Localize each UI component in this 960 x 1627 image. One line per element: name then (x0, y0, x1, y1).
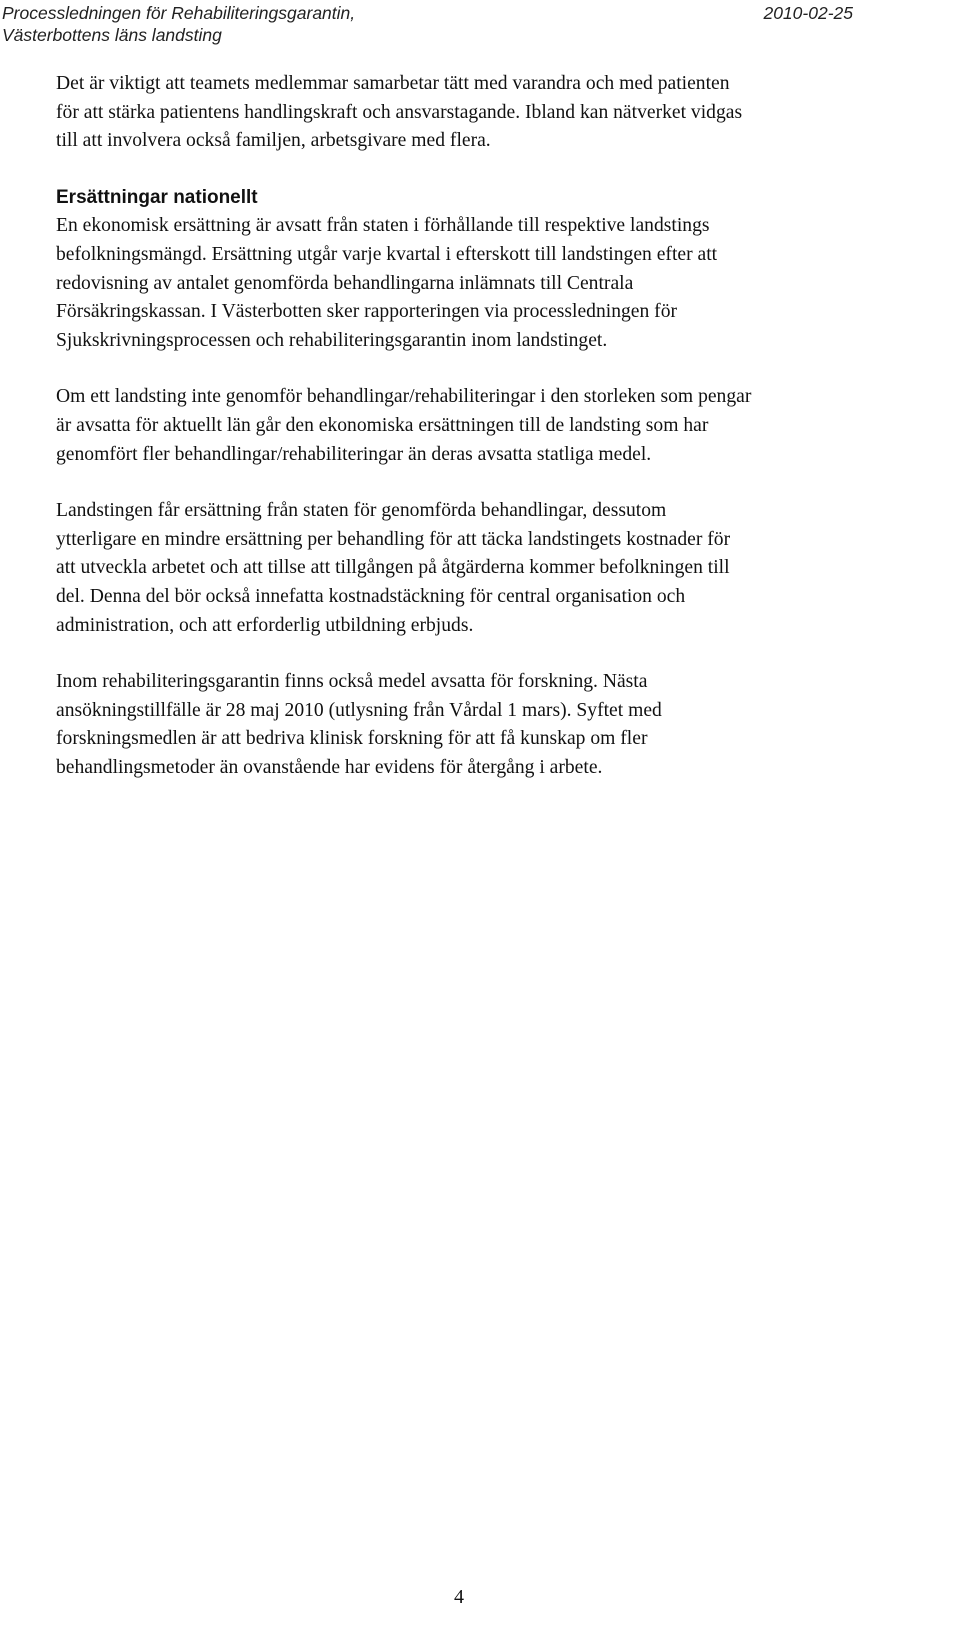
paragraph-county-funding (56, 497, 936, 640)
paragraph-teamwork (56, 70, 936, 156)
text-line: för att stärka patientens handlingskraft och ansvarstagande. Ibland kan nätverket vidgas (56, 101, 743, 123)
text-line: del. Denna del bör också innefatta kostnadstäckning för central organisation och (56, 585, 686, 607)
text-line: Landstingen får ersättning från staten för genomförda behandlingar, dessutom (56, 500, 667, 522)
paragraph-spacer (56, 355, 936, 383)
document-body (56, 70, 936, 782)
paragraph-spacer (56, 156, 936, 184)
text-line: administration, och att erforderlig utbildning erbjuds. (56, 614, 474, 636)
text-line: behandlingsmetoder än ovanstående har evidens för återgång i arbete. (56, 756, 603, 778)
paragraph-spacer (56, 640, 936, 668)
section-heading: Ersättningar nationellt (56, 186, 258, 208)
text-line: forskningsmedlen är att bedriva klinisk forskning för att få kunskap om fler (56, 728, 648, 750)
paragraph-national-compensation (56, 212, 936, 355)
text-line: Om ett landsting inte genomför behandlingar/rehabiliteringar i den storleken som pengar (56, 386, 752, 408)
text-line: till att involvera också familjen, arbetsgivare med flera. (56, 130, 491, 152)
text-line: befolkningsmängd. Ersättning utgår varje kvartal i efterskott till landstingen efter att (56, 243, 718, 265)
text-line: En ekonomisk ersättning är avsatt från staten i förhållande till respektive landstings (56, 215, 710, 237)
paragraph-research-funding (56, 668, 936, 782)
page-number: 4 (454, 1586, 464, 1608)
text-line: att utveckla arbetet och att tillse att tillgången på åtgärderna kommer befolkningen till (56, 557, 730, 579)
text-line: redovisning av antalet genomförda behandlingarna inlämnats till Centrala (56, 272, 634, 294)
header-title-line-2: Västerbottens läns landsting (2, 25, 222, 45)
header-title-line-1: Processledningen för Rehabiliteringsgarantin, (2, 3, 356, 23)
text-line: Inom rehabiliteringsgarantin finns också medel avsatta för forskning. Nästa (56, 671, 648, 693)
text-line: Försäkringskassan. I Västerbotten sker rapporteringen via processledningen för (56, 301, 678, 323)
text-line: Sjukskrivningsprocessen och rehabiliteringsgarantin inom landstinget. (56, 329, 608, 351)
text-line: är avsatta för aktuellt län går den ekonomiska ersättningen till de landsting som har (56, 414, 709, 436)
paragraph-spacer (56, 469, 936, 497)
page-header (0, 0, 935, 50)
text-line: ansökningstillfälle är 28 maj 2010 (utlysning från Vårdal 1 mars). Syftet med (56, 699, 662, 721)
text-line: ytterligare en mindre ersättning per behandling för att täcka landstingets kostnader för (56, 528, 731, 550)
text-line: genomfört fler behandlingar/rehabiliteringar än deras avsatta statliga medel. (56, 443, 652, 465)
paragraph-redistribution (56, 383, 936, 469)
header-organization (2, 2, 355, 46)
header-date: 2010-02-25 (763, 3, 853, 23)
text-line: Det är viktigt att teamets medlemmar samarbetar tätt med varandra och med patienten (56, 73, 730, 94)
